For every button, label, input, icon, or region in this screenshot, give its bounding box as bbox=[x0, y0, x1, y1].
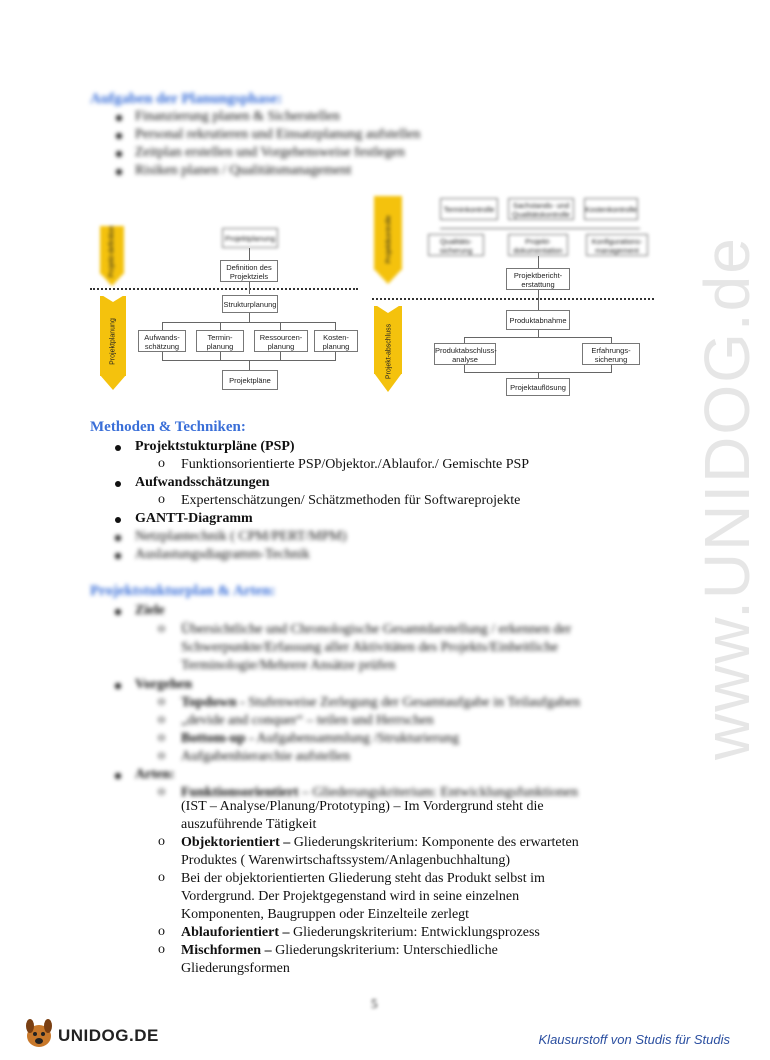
psp-misch-bold: Mischformen – bbox=[181, 943, 272, 958]
sub-bullet: o bbox=[158, 834, 165, 849]
method-auslastung: Auslastungsdiagramm-Technik bbox=[135, 547, 310, 562]
arrow-label: Projekt-abschluss bbox=[385, 323, 393, 380]
sub-bullet: o bbox=[158, 456, 165, 471]
box-kostenplanung: Kosten-planung bbox=[314, 330, 358, 352]
psp-objektorientiert bbox=[181, 834, 579, 852]
page-number: 5 bbox=[371, 996, 378, 1011]
psp-funk-text: – Gliederungskriterium: Entwicklungsfunktionen bbox=[298, 785, 579, 800]
psp-mischformen bbox=[181, 942, 498, 960]
psp-funk-line3: auszuführende Tätigkeit bbox=[181, 817, 317, 832]
box-erfahrungssicherung: Erfahrungs-sicherung bbox=[582, 343, 640, 365]
psp-ziele: Ziele bbox=[135, 603, 165, 618]
box-projektplaene: Projektpläne bbox=[222, 370, 278, 390]
bullet bbox=[115, 773, 121, 779]
sub-bullet: o bbox=[158, 694, 165, 709]
sub-bullet: o bbox=[158, 492, 165, 507]
psp-vorgehen-bold: Topdown bbox=[181, 695, 237, 710]
box-produktabnahme: Produktabnahme bbox=[506, 310, 570, 330]
planning-item: Finanzierung planen & Sicherstellen bbox=[135, 109, 340, 124]
phase-divider bbox=[372, 298, 654, 300]
psp-ablauf-bold: Ablauforientiert – bbox=[181, 925, 290, 940]
sub-bullet: o bbox=[158, 870, 165, 885]
bullet bbox=[115, 481, 121, 487]
method-gantt: GANTT-Diagramm bbox=[135, 511, 253, 526]
phase-divider bbox=[90, 288, 358, 290]
method-effort: Aufwandsschätzungen bbox=[135, 475, 270, 490]
footer-logo bbox=[22, 1016, 162, 1052]
box-terminkontrolle: Terminkontrolle bbox=[440, 198, 498, 220]
sub-bullet: o bbox=[158, 748, 165, 763]
box-sachstandskontrolle: Sachstands- und Qualitätskontrolle bbox=[508, 198, 574, 220]
dog-icon bbox=[22, 1016, 56, 1050]
box-konfigurationsmanagement: Konfigurations-management bbox=[586, 234, 648, 256]
psp-funk-bold: Funktionsorientiert bbox=[181, 785, 299, 800]
arrow-label: Projektplanung bbox=[109, 318, 117, 365]
arrow-label: Projektkontrolle bbox=[385, 215, 393, 264]
bullet bbox=[116, 133, 122, 139]
psp-heading: Projektstukturplan & Arten: bbox=[90, 583, 276, 599]
arrow-label: Projekt-definition bbox=[108, 225, 116, 278]
box-projektberichterstattung: Projektbericht-erstattung bbox=[506, 268, 570, 290]
psp-vorgehen-text: - Stufenweise Zerlegung der Gesamtaufgabe in Teilaufgaben bbox=[236, 695, 581, 710]
bullet bbox=[115, 517, 121, 523]
sub-bullet: o bbox=[158, 942, 165, 957]
psp-vorgehen-item: „devide and conquer“ – teilen und Herrschen bbox=[181, 713, 434, 728]
arrow-notch bbox=[100, 294, 126, 304]
psp-vorgehen-text: - Aufgabensammlung /Strukturierung bbox=[245, 731, 460, 746]
psp-vorgehen-item: Aufgabenhierarchie aufstellen bbox=[181, 749, 351, 764]
psp-obj2-line3: Komponenten, Baugruppen oder Einzelteile zerlegt bbox=[181, 907, 470, 922]
box-ressourcenplanung: Ressourcen-planung bbox=[254, 330, 308, 352]
psp-vorgehen: Vorgehen bbox=[135, 677, 193, 692]
psp-ziele-text: Übersichtliche und Chronologische Gesamtdarstellung / erkennen der bbox=[181, 622, 572, 637]
box-aufwandsschaetzung: Aufwands-schätzung bbox=[138, 330, 186, 352]
box-terminplanung: Termin-planung bbox=[196, 330, 244, 352]
psp-misch-line2: Gliederungsformen bbox=[181, 961, 290, 976]
arrow-tip bbox=[100, 375, 126, 391]
psp-obj-bold: Objektorientiert – bbox=[181, 835, 291, 850]
bullet bbox=[116, 151, 122, 157]
psp-ziele-text: Schwerpunkte/Erfassung aller Aktivitäten des Projekts/Einheitliche bbox=[181, 640, 559, 655]
box-projektaufloesung: Projektauflösung bbox=[506, 378, 570, 396]
planning-item: Zeitplan erstellen und Vorgehensweise festlegen bbox=[135, 145, 405, 160]
arrow-notch bbox=[374, 304, 402, 314]
bullet bbox=[115, 535, 121, 541]
methods-heading: Methoden & Techniken: bbox=[90, 419, 246, 435]
psp-obj-text: Gliederungskriterium: Komponente des erwarteten bbox=[290, 835, 579, 850]
psp-vorgehen-item bbox=[181, 730, 459, 748]
bullet bbox=[116, 169, 122, 175]
footer-tagline: Klausurstoff von Studis für Studis bbox=[538, 1032, 730, 1047]
psp-misch-text: Gliederungskriterium: Unterschiedliche bbox=[271, 943, 498, 958]
psp-vorgehen-item bbox=[181, 694, 580, 712]
method-psp: Projektstukturpläne (PSP) bbox=[135, 439, 295, 454]
method-psp-detail: Funktionsorientierte PSP/Objektor./Ablaufor./ Gemischte PSP bbox=[181, 457, 530, 472]
bullet bbox=[115, 553, 121, 559]
watermark: www.UNIDOG.de bbox=[691, 236, 763, 760]
planning-heading: Aufgaben der Planungsphase: bbox=[90, 91, 283, 107]
box-definition: Definition des Projektziels bbox=[220, 260, 278, 282]
psp-obj-line2: Produktes ( Warenwirtschaftssystem/Anlagenbuchhaltung) bbox=[181, 853, 511, 868]
sub-bullet: o bbox=[158, 712, 165, 727]
psp-ablauforientiert bbox=[181, 924, 540, 942]
bullet bbox=[115, 609, 121, 615]
psp-ziele-text: Terminologie/Mehrere Ansätze prüfen bbox=[181, 658, 396, 673]
bullet bbox=[116, 115, 122, 121]
psp-funk-line2: (IST – Analyse/Planung/Prototyping) – Im Vordergrund steht die bbox=[181, 799, 544, 814]
box-kostenkontrolle: Kostenkontrolle bbox=[584, 198, 638, 220]
psp-vorgehen-bold: Bottom-up bbox=[181, 731, 246, 746]
psp-obj2-line1: Bei der objektorientierten Gliederung steht das Produkt selbst im bbox=[181, 871, 545, 886]
logo-text: UNIDOG.DE bbox=[58, 1026, 159, 1045]
box-projektplanung: Projektplanung bbox=[222, 228, 278, 248]
sub-bullet: o bbox=[158, 784, 165, 799]
psp-arten: Arten: bbox=[135, 767, 175, 782]
planning-item: Personal rekrutieren und Einsatzplanung aufstellen bbox=[135, 127, 421, 142]
sub-bullet: o bbox=[158, 730, 165, 745]
method-effort-detail: Expertenschätzungen/ Schätzmethoden für Softwareprojekte bbox=[181, 493, 521, 508]
method-netzplan: Netzplantechnik ( CPM/PERT/MPM) bbox=[135, 529, 347, 544]
box-qualitaetssicherung: Qualitäts-sicherung bbox=[428, 234, 484, 256]
psp-ablauf-text: Gliederungskriterium: Entwicklungsprozess bbox=[289, 925, 540, 940]
sub-bullet: o bbox=[158, 621, 165, 636]
box-strukturplanung: Strukturplanung bbox=[222, 295, 278, 313]
bullet bbox=[115, 683, 121, 689]
planning-item: Risiken planen / Qualitätsmanagement bbox=[135, 163, 352, 178]
bullet bbox=[115, 445, 121, 451]
psp-obj2-line2: Vordergrund. Der Projektgegenstand wird in seine einzelnen bbox=[181, 889, 520, 904]
box-projektdokumentation: Projekt-dokumentation bbox=[508, 234, 568, 256]
sub-bullet: o bbox=[158, 924, 165, 939]
box-produktabschlussanalyse: Produktabschluss-analyse bbox=[434, 343, 496, 365]
